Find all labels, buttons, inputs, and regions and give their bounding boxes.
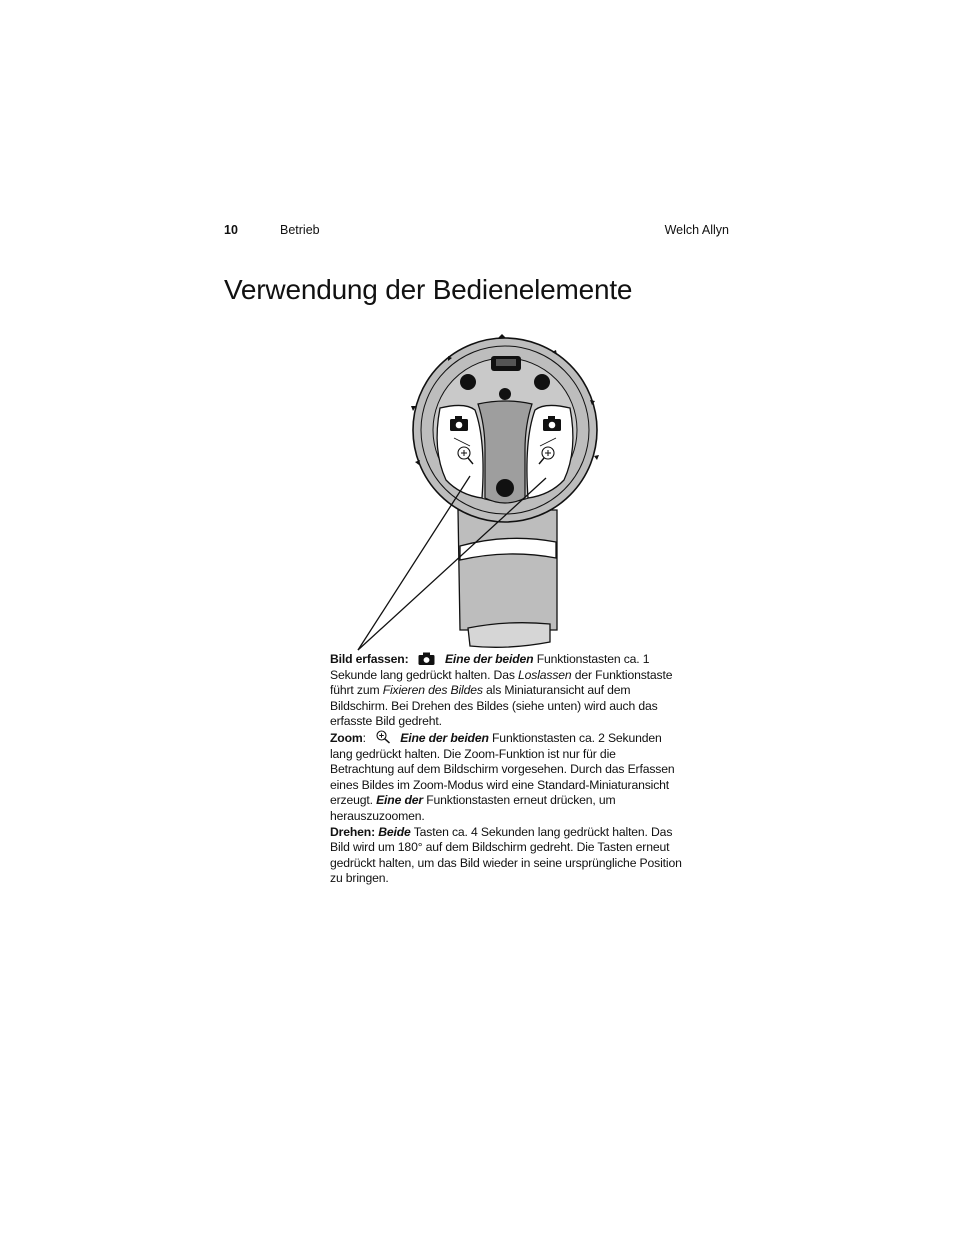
rotate-paragraph — [330, 825, 682, 887]
page-title: Verwendung der Bedienelemente — [224, 274, 633, 305]
zoom-colon: : — [362, 730, 366, 745]
rotate-label: Drehen: — [330, 824, 375, 839]
capture-text-3: als Miniaturansicht auf dem Bildschirm. Bei Drehen des Bildes (siehe unten) wird auch das erfasste Bild gedreht. — [330, 683, 658, 729]
capture-lead: Eine der beiden — [444, 652, 534, 666]
zoom-text-2: Funktionstasten erneut drücken, um herauszuzoomen. — [330, 793, 616, 823]
zoom-lead-2: Eine der — [376, 793, 423, 808]
capture-text-2: der Funktionstaste führt zum — [330, 667, 673, 698]
capture-em-freeze: Fixieren des Bildes — [382, 683, 483, 698]
rotate-text-1: Tasten ca. 4 Sekunden lang gedrückt halten. Das Bild wird um 180° auf dem Bildschirm gedreht. Die Tasten erneut gedrückt halten, um das Bild wieder in seine ursprüngliche Position zu bringen. — [330, 824, 682, 886]
device-head-drawing — [320, 330, 640, 670]
device-illustration — [320, 330, 640, 670]
zoom-paragraph — [330, 730, 682, 825]
page-header — [224, 221, 729, 239]
capture-em-release: Loslassen — [518, 667, 572, 682]
zoom-text-1: Funktionstasten ca. 2 Sekunden lang gedrückt halten. Die Zoom-Funktion ist nur für die Betrachtung auf dem Bildschirm vorgesehen. Durch das Erfassen eines Bildes im Zoom-Modus wird eine Standard-Miniaturansicht erzeugt. — [330, 730, 675, 808]
camera-icon — [418, 652, 435, 665]
rotate-lead: Beide — [378, 824, 411, 839]
section-name: Betrieb — [280, 223, 320, 237]
capture-text-1: Funktionstasten ca. 1 Sekunde lang gedrückt halten. Das — [330, 652, 650, 682]
controls-description — [330, 652, 682, 887]
zoom-magnifier-icon — [376, 730, 391, 744]
brand-name: Welch Allyn — [664, 223, 729, 237]
zoom-lead: Eine der beiden — [400, 730, 489, 745]
zoom-label: Zoom — [330, 730, 363, 745]
page-number: 10 — [224, 223, 238, 237]
capture-label: Bild erfassen: — [330, 652, 409, 666]
capture-paragraph — [330, 652, 682, 730]
